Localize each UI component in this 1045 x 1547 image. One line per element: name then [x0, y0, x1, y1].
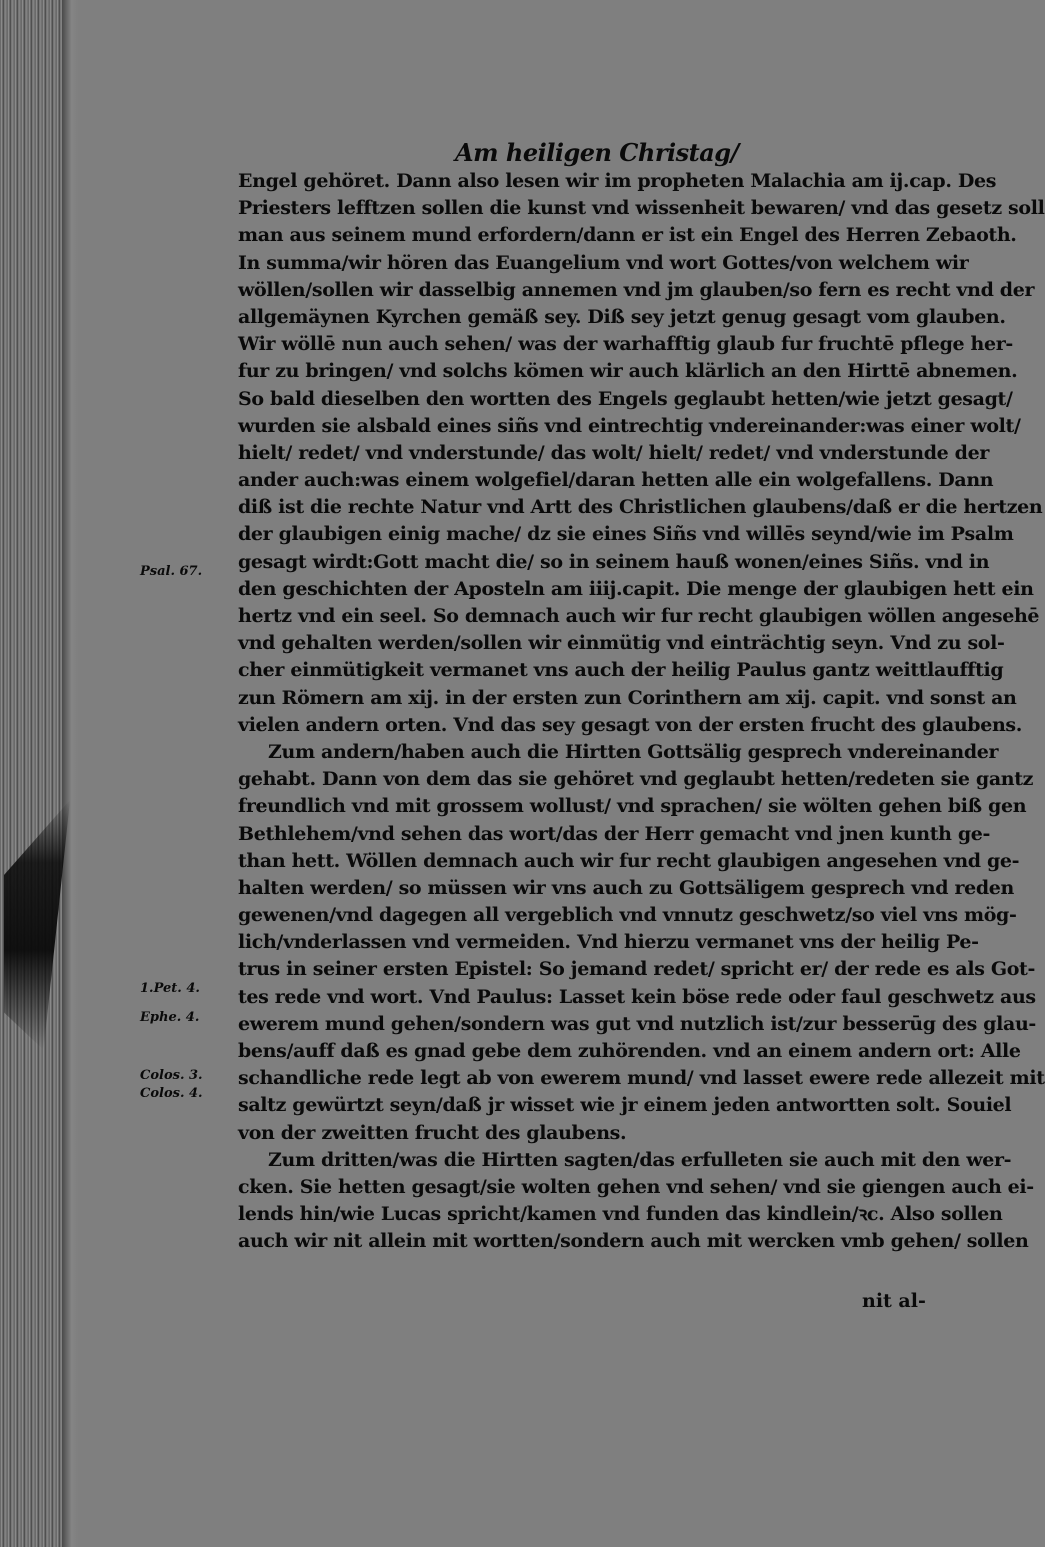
text-line: saltz gewürtzt seyn/daß jr wisset wie jr einem jeden antwortten solt. Souiel	[238, 1094, 1012, 1117]
text-line: Engel gehöret. Dann also lesen wir im propheten Malachia am ij.cap. Des	[238, 170, 997, 192]
text-line: den geschichten der Aposteln am iiij.capit. Die menge der glaubigen hett ein	[238, 577, 1034, 600]
margin-note-ephesians: Ephe. 4.	[140, 1010, 200, 1025]
text-line: gehabt. Dann von dem das sie gehöret vnd geglaubt hetten/redeten sie gantz	[238, 768, 1034, 791]
text-line: zun Römern am xij. in der ersten zun Corinthern am xij. capit. vnd sonst an	[238, 686, 1017, 709]
text-line: halten werden/ so müssen wir vns auch zu Gottsäligem gesprech vnd reden	[238, 876, 1014, 899]
text-line: allgemäynen Kyrchen gemäß sey. Diß sey jetzt genug gesagt vom glauben.	[238, 305, 1006, 328]
text-line: wurden sie alsbald eines siñs vnd eintrechtig vndereinander:was einer wolt/	[238, 414, 1021, 437]
margin-note-psalm: Psal. 67.	[140, 564, 203, 579]
text-line: freundlich vnd mit grossem wollust/ vnd sprachen/ sie wölten gehen biß gen	[238, 795, 1027, 818]
text-line: diß ist die rechte Natur vnd Artt des Christlichen glaubens/daß er die hertzen	[238, 496, 1043, 519]
text-line: gewenen/vnd dagegen all vergeblich vnd vnnutz geschwetz/so viel vns mög-	[238, 904, 1017, 927]
page-edge	[62, 0, 78, 1547]
margin-note-colossians-4: Colos. 4.	[140, 1086, 203, 1101]
text-line: hertz vnd ein seel. So demnach auch wir fur recht glaubigen wöllen angesehē	[238, 605, 1040, 627]
catchword: nit al-	[862, 1290, 926, 1312]
text-line: Wir wöllē nun auch sehen/ was der warhafftig glaub fur fruchtē pflege her-	[238, 333, 1013, 356]
text-line: wöllen/sollen wir dasselbig annemen vnd jm glauben/so fern es recht vnd der	[238, 278, 1035, 301]
body-text	[238, 168, 1045, 1256]
text-line: lends hin/wie Lucas spricht/kamen vnd funden das kindlein/ꝛc. Also sollen	[238, 1203, 1003, 1226]
text-line: Bethlehem/vnd sehen das wort/das der Herr gemacht vnd jnen kunth ge-	[238, 822, 991, 845]
text-line: von der zweitten frucht des glaubens.	[238, 1121, 627, 1144]
text-line: fur zu bringen/ vnd solchs kömen wir auch klärlich an den Hirttē abnemen.	[238, 360, 1018, 383]
text-line: vnd gehalten werden/sollen wir einmütig vnd einträchtig seyn. Vnd zu sol-	[238, 632, 1005, 655]
text-line: In summa/wir hören das Euangelium vnd wort Gottes/von welchem wir	[238, 251, 969, 274]
text-line: bens/auff daß es gnad gebe dem zuhörenden. vnd an einem andern ort: Alle	[238, 1040, 1021, 1062]
text-line: hielt/ redet/ vnd vnderstunde/ das wolt/ hielt/ redet/ vnd vnderstunde der	[238, 441, 990, 464]
text-line: Zum andern/haben auch die Hirtten Gottsälig gesprech vndereinander	[268, 740, 999, 763]
text-line: cher einmütigkeit vermanet vns auch der heilig Paulus gantz weittlaufftig	[238, 659, 1004, 682]
margin-note-1-peter: 1.Pet. 4.	[140, 981, 200, 996]
text-line: ewerem mund gehen/sondern was gut vnd nutzlich ist/zur besserūg des glau-	[238, 1012, 1036, 1035]
text-line: lich/vnderlassen vnd vermeiden. Vnd hierzu vermanet vns der heilig Pe-	[238, 931, 979, 954]
text-line: vielen andern orten. Vnd das sey gesagt von der ersten frucht des glaubens.	[238, 713, 1023, 736]
text-line: auch wir nit allein mit wortten/sondern auch mit wercken vmb gehen/ sollen	[238, 1230, 1029, 1253]
text-line: cken. Sie hetten gesagt/sie wolten gehen vnd sehen/ vnd sie giengen auch ei-	[238, 1175, 1034, 1198]
text-line: gesagt wirdt:Gott macht die/ so in seinem hauß wonen/eines Siñs. vnd in	[238, 550, 990, 573]
text-line: der glaubigen einig mache/ dz sie eines Siñs vnd willēs seynd/wie im Psalm	[238, 523, 1014, 546]
text-line: ander auch:was einem wolgefiel/daran hetten alle ein wolgefallens. Dann	[238, 469, 994, 492]
text-line: tes rede vnd wort. Vnd Paulus: Lasset kein böse rede oder faul geschwetz aus	[238, 985, 1036, 1008]
text-line: than hett. Wöllen demnach auch wir fur recht glaubigen angesehen vnd ge-	[238, 849, 1020, 872]
text-line: Zum dritten/was die Hirtten sagten/das erfulleten sie auch mit den wer-	[268, 1148, 1012, 1171]
text-line: So bald dieselben den wortten des Engels geglaubt hetten/wie jetzt gesagt/	[238, 387, 1013, 410]
book-spine	[0, 0, 62, 1547]
text-line: man aus seinem mund erfordern/dann er ist ein Engel des Herren Zebaoth.	[238, 224, 1017, 247]
margin-note-colossians-3: Colos. 3.	[140, 1068, 203, 1083]
text-line: trus in seiner ersten Epistel: So jemand redet/ spricht er/ der rede es als Got-	[238, 958, 1035, 981]
text-line: schandliche rede legt ab von ewerem mund/ vnd lasset ewere rede allezeit mit	[238, 1067, 1045, 1090]
running-title: Am heiligen Christag/	[455, 138, 739, 167]
text-line: Priesters lefftzen sollen die kunst vnd wissenheit bewaren/ vnd das gesetz soll	[238, 197, 1045, 220]
